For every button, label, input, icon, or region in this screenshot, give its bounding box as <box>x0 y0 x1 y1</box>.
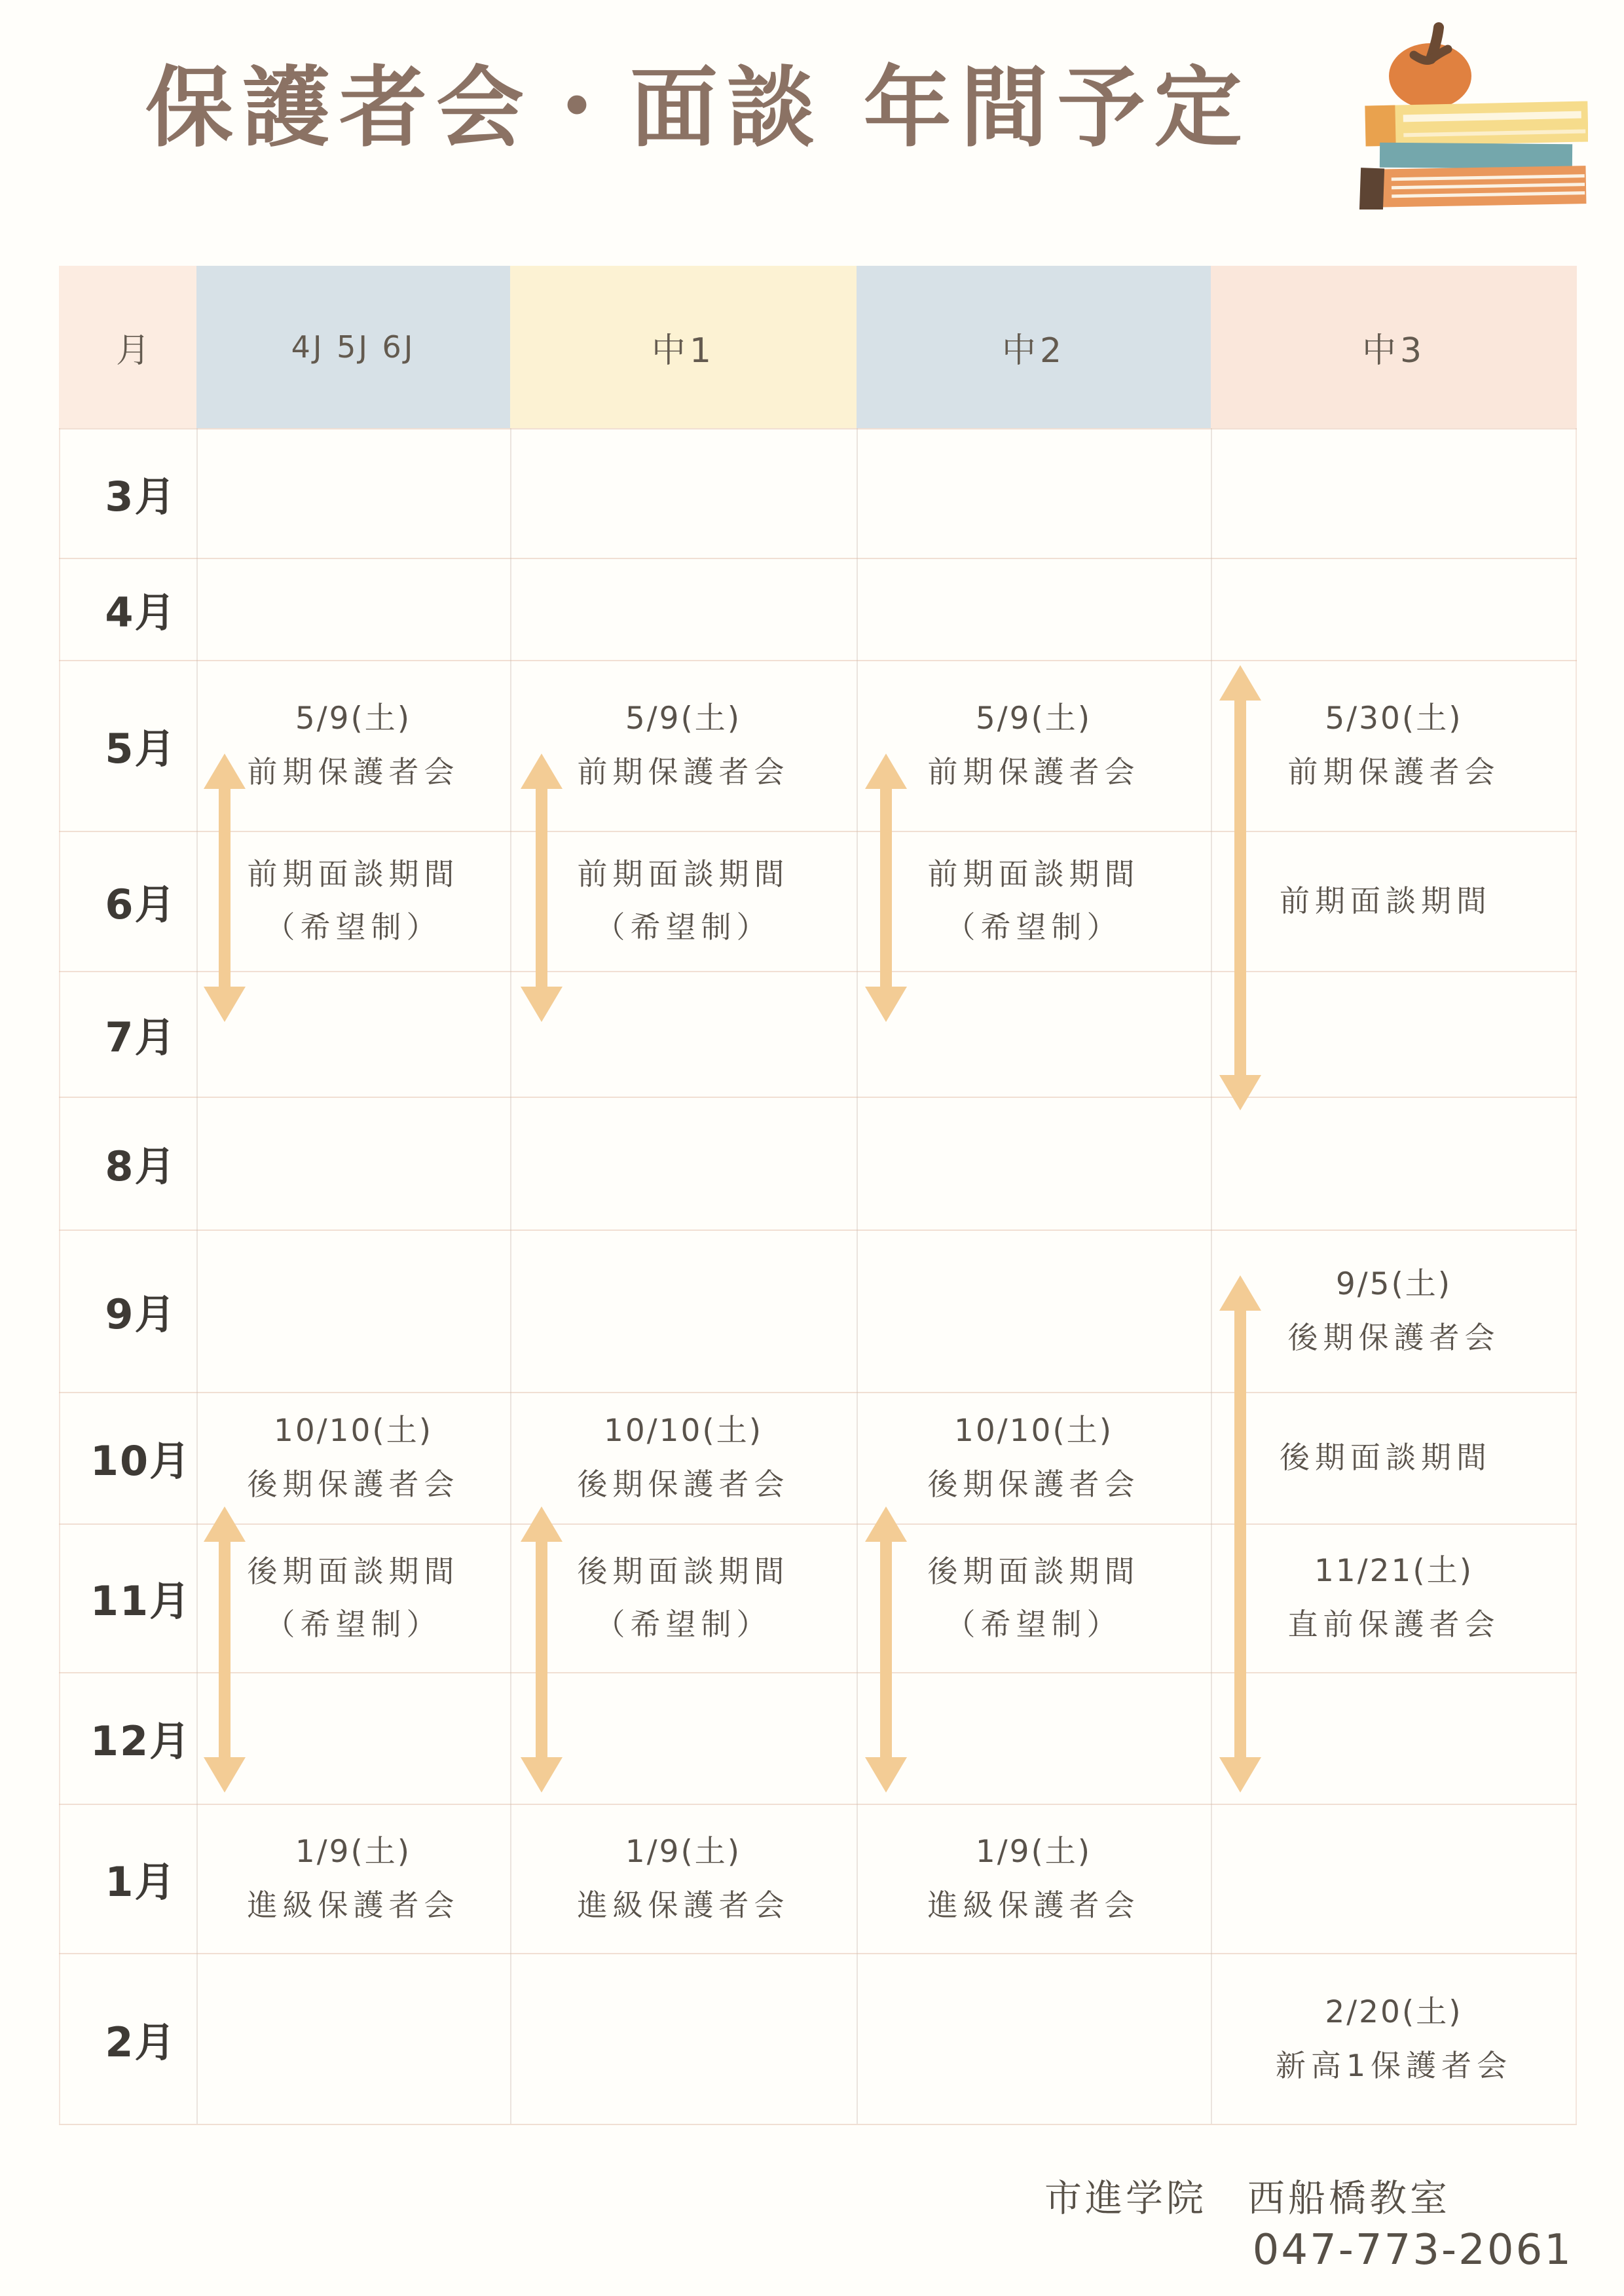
event-chu2-january <box>857 1804 1211 1953</box>
event-chu3-june <box>1211 831 1577 971</box>
month-label-feb: 2月 <box>105 2018 177 2066</box>
event-elementary-january <box>196 1804 510 1953</box>
event-elementary-october <box>196 1392 510 1523</box>
page-title: 保護者会・面談 年間予定 <box>145 57 1251 159</box>
row-divider <box>59 1672 1577 1673</box>
arrow-chu2-first-term <box>865 754 907 1022</box>
arrow-chu2-second-term <box>865 1506 907 1793</box>
event-chu3-may <box>1211 660 1577 831</box>
month-label-oct: 10月 <box>90 1437 192 1485</box>
month-label-dec: 12月 <box>90 1717 192 1765</box>
event-label: 直前保護者会 <box>1287 1607 1500 1643</box>
month-label-nov: 11月 <box>90 1577 192 1625</box>
header-month: 月 <box>59 266 196 428</box>
event-chu3-october <box>1211 1392 1577 1523</box>
arrow-chu3-first-term <box>1219 665 1261 1110</box>
row-divider <box>59 660 1577 661</box>
arrow-chu3-second-term <box>1219 1275 1261 1793</box>
arrow-elementary-first-term <box>204 754 246 1022</box>
event-chu1-october <box>510 1392 857 1523</box>
event-label: 進級保護者会 <box>927 1887 1140 1923</box>
table-left-border <box>59 428 60 2124</box>
book-yellow-icon <box>1365 101 1588 146</box>
event-date: 10/10(土) <box>603 1413 764 1449</box>
event-note: （希望制） <box>265 909 442 945</box>
event-label: 新高1保護者会 <box>1275 2048 1513 2084</box>
row-divider <box>59 1392 1577 1393</box>
school-name: 市進学院 西船橋教室 <box>1044 2177 1450 2220</box>
row-divider <box>59 1230 1577 1231</box>
event-date: 2/20(土) <box>1325 1994 1463 2031</box>
month-label-jan: 1月 <box>105 1857 177 1906</box>
column-divider <box>857 428 858 2124</box>
event-note: （希望制） <box>945 1606 1122 1642</box>
event-label: 前期面談期間 <box>577 856 790 892</box>
books-apple-illustration <box>1326 20 1588 210</box>
event-date: 1/9(土) <box>295 1833 412 1870</box>
event-date: 5/30(土) <box>1325 701 1463 737</box>
header-chu3: 中3 <box>1211 266 1577 428</box>
event-label: 前期面談期間 <box>247 856 460 892</box>
event-date: 9/5(土) <box>1335 1266 1452 1302</box>
event-label: 前期保護者会 <box>1287 754 1500 790</box>
event-label: 前期保護者会 <box>927 754 1140 790</box>
event-label: 進級保護者会 <box>247 1887 460 1923</box>
event-chu3-september <box>1211 1230 1577 1392</box>
event-date: 5/9(土) <box>625 701 742 737</box>
event-label: 後期面談期間 <box>247 1553 460 1589</box>
event-label: 進級保護者会 <box>577 1887 790 1923</box>
book-teal-icon <box>1380 143 1572 170</box>
row-divider <box>59 1953 1577 1954</box>
header-chu2: 中2 <box>857 266 1211 428</box>
event-note: （希望制） <box>265 1606 442 1642</box>
month-label-may: 5月 <box>105 725 177 773</box>
row-divider <box>59 1097 1577 1098</box>
event-label: 後期面談期間 <box>577 1553 790 1589</box>
month-label-aug: 8月 <box>105 1142 177 1190</box>
event-note: （希望制） <box>595 1606 772 1642</box>
event-chu3-november <box>1211 1523 1577 1672</box>
event-date: 10/10(土) <box>953 1413 1114 1449</box>
row-divider <box>59 428 1577 429</box>
book-orange-icon <box>1359 164 1587 210</box>
column-divider <box>510 428 511 2124</box>
month-label-sep: 9月 <box>105 1290 177 1338</box>
row-divider <box>59 831 1577 832</box>
event-date: 5/9(土) <box>975 701 1092 737</box>
row-divider <box>59 1523 1577 1525</box>
event-date: 5/9(土) <box>295 701 412 737</box>
header-chu1: 中1 <box>510 266 857 428</box>
schedule-table <box>59 266 1577 2125</box>
event-label: 前期保護者会 <box>577 754 790 790</box>
row-divider <box>59 971 1577 972</box>
event-chu3-february <box>1211 1953 1577 2125</box>
event-label: 前期面談期間 <box>1280 883 1492 919</box>
row-divider <box>59 1804 1577 1805</box>
event-label: 後期保護者会 <box>1287 1319 1500 1355</box>
event-chu2-november <box>857 1523 1211 1672</box>
event-chu1-january <box>510 1804 857 1953</box>
event-label: 後期面談期間 <box>927 1553 1140 1589</box>
event-note: （希望制） <box>945 909 1122 945</box>
month-label-mar: 3月 <box>105 472 177 520</box>
event-label: 後期保護者会 <box>927 1467 1140 1503</box>
row-divider <box>59 558 1577 559</box>
event-chu2-may <box>857 660 1211 831</box>
event-date: 1/9(土) <box>975 1833 1092 1870</box>
header-elementary: 4J 5J 6J <box>196 266 510 428</box>
month-label-apr: 4月 <box>105 588 177 636</box>
event-chu2-june <box>857 831 1211 971</box>
event-label: 前期保護者会 <box>247 754 460 790</box>
month-label-jun: 6月 <box>105 880 177 928</box>
event-date: 1/9(土) <box>625 1833 742 1870</box>
event-label: 後期保護者会 <box>577 1467 790 1503</box>
event-label: 後期保護者会 <box>247 1467 460 1503</box>
phone-number: 047-773-2061 <box>1252 2226 1573 2274</box>
event-chu2-october <box>857 1392 1211 1523</box>
month-label-jul: 7月 <box>105 1013 177 1061</box>
column-divider <box>1211 428 1212 2124</box>
column-divider <box>196 428 198 2124</box>
event-label: 前期面談期間 <box>927 856 1140 892</box>
arrow-elementary-second-term <box>204 1506 246 1793</box>
row-divider <box>59 2124 1577 2125</box>
arrow-chu1-first-term <box>521 754 563 1022</box>
event-date: 11/21(土) <box>1314 1553 1474 1590</box>
arrow-chu1-second-term <box>521 1506 563 1793</box>
event-date: 10/10(土) <box>273 1413 434 1449</box>
event-note: （希望制） <box>595 909 772 945</box>
table-right-border <box>1576 428 1577 2124</box>
event-label: 後期面談期間 <box>1280 1440 1492 1476</box>
